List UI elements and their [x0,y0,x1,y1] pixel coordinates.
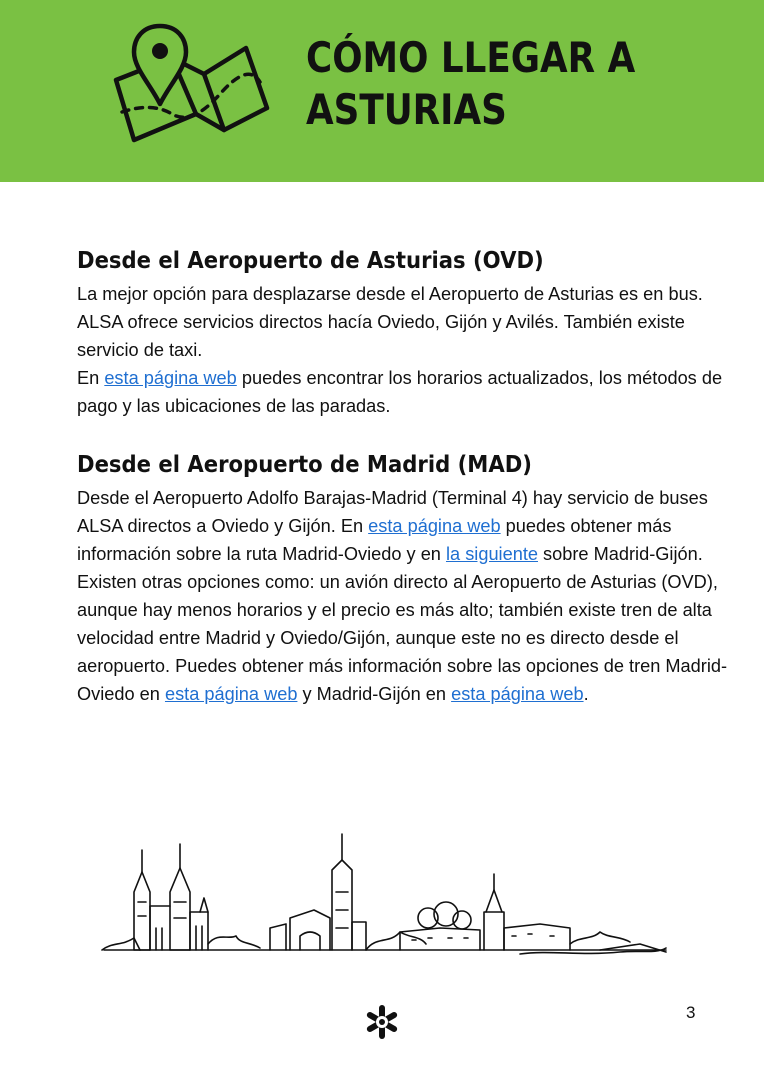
web-page-link[interactable]: esta página web [104,368,237,388]
madrid-gijon-bus-link[interactable]: la siguiente [445,544,538,564]
madrid-oviedo-bus-link[interactable]: esta página web [368,516,501,536]
page-number: 3 [686,1003,696,1022]
text-span: . [583,684,589,704]
page-title-line-2: ASTURIAS [306,85,507,134]
section-madrid-airport [77,450,737,708]
skyline-illustration [100,832,670,960]
section-heading: Desde el Aeropuerto de Asturias (OVD) [77,248,544,274]
text-span: Existen otras opciones como: un avión directo al Aeropuerto de Asturias (OVD), aunque hay menos horarios y el precio es más alto; también existe tren de alta velocidad entre Madrid y Oviedo/Gijón, aunque este no es directo desde el aeropuerto. Puedes obtener más información sobre las opciones de tren Madrid-Oviedo en [77,572,728,704]
madrid-gijon-train-link[interactable]: esta página web [451,684,584,704]
page-header [0,0,764,182]
text-span: puedes encontrar los horarios actualizados, los métodos de pago y las ubicaciones de las paradas. [77,368,723,416]
text-span: puedes obtener más información sobre la ruta Madrid-Oviedo y en [77,516,672,564]
text-span: y Madrid-Gijón en [297,684,452,704]
text-span: sobre Madrid-Gijón. [538,544,703,564]
section-paragraph [77,364,737,420]
section-heading: Desde el Aeropuerto de Madrid (MAD) [77,452,532,478]
madrid-oviedo-train-link[interactable]: esta página web [164,684,298,704]
section-paragraph [77,484,737,568]
map-pin-icon [112,22,272,152]
page-title [306,32,635,136]
page-title-line-1: CÓMO LLEGAR A [306,33,636,82]
section-asturias-airport [77,246,737,420]
text-span: Desde el Aeropuerto Adolfo Barajas-Madrid (Terminal 4) hay servicio de buses ALSA directos a Oviedo y Gijón. En [77,488,708,536]
section-paragraph [77,568,737,708]
section-paragraph: La mejor opción para desplazarse desde el Aeropuerto de Asturias es en bus. ALSA ofrece servicios directos hacía Oviedo, Gijón y Avilés. También existe servicio de taxi. [77,284,703,360]
asterisk-logo-icon [363,1003,401,1041]
main-content [77,246,737,708]
text-span: En [77,368,105,388]
